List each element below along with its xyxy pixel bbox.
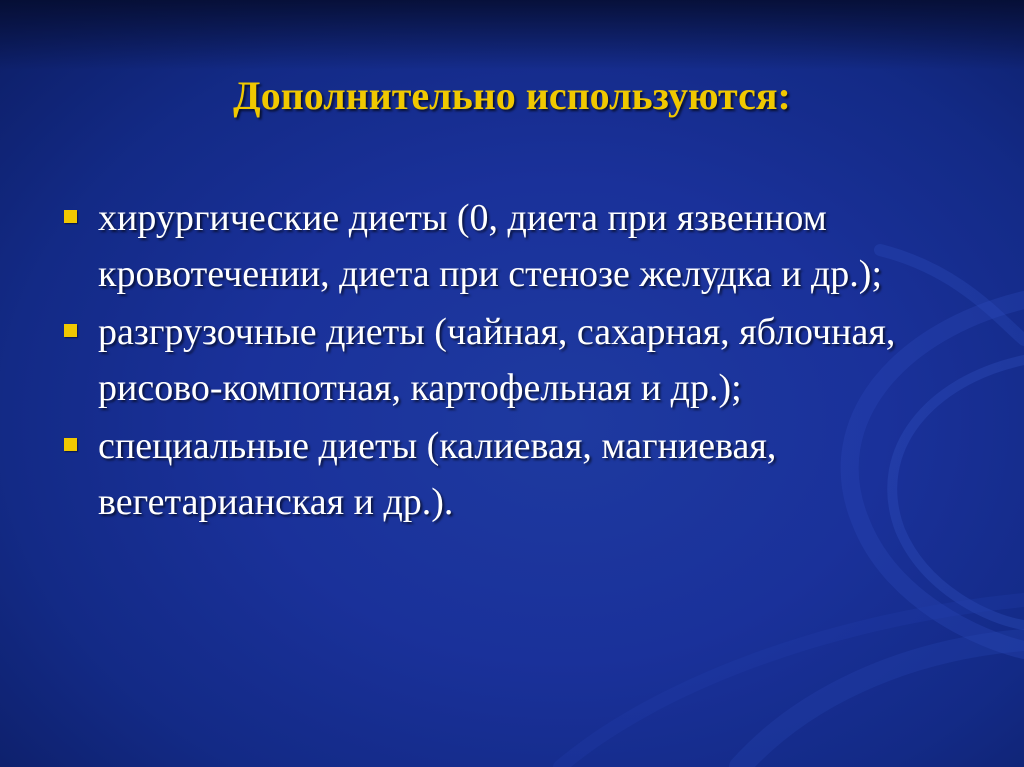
bullet-item-surgical-diets bbox=[64, 190, 974, 302]
bullet-text: разгрузочные диеты (чайная, сахарная, яблочная, рисово-компотная, картофельная и др.); bbox=[98, 311, 896, 409]
square-bullet-icon bbox=[64, 210, 77, 223]
bullet-text: специальные диеты (калиевая, магниевая, вегетарианская и др.). bbox=[98, 425, 777, 523]
slide-title: Дополнительно используются: bbox=[233, 73, 791, 118]
bullet-text: хирургические диеты (0, диета при язвенном кровотечении, диета при стенозе желудка и др.); bbox=[98, 197, 883, 295]
bullet-item-fasting-diets bbox=[64, 304, 974, 416]
bullet-item-special-diets bbox=[64, 418, 974, 530]
square-bullet-icon bbox=[64, 324, 77, 337]
bullet-list bbox=[64, 190, 974, 532]
square-bullet-icon bbox=[64, 438, 77, 451]
